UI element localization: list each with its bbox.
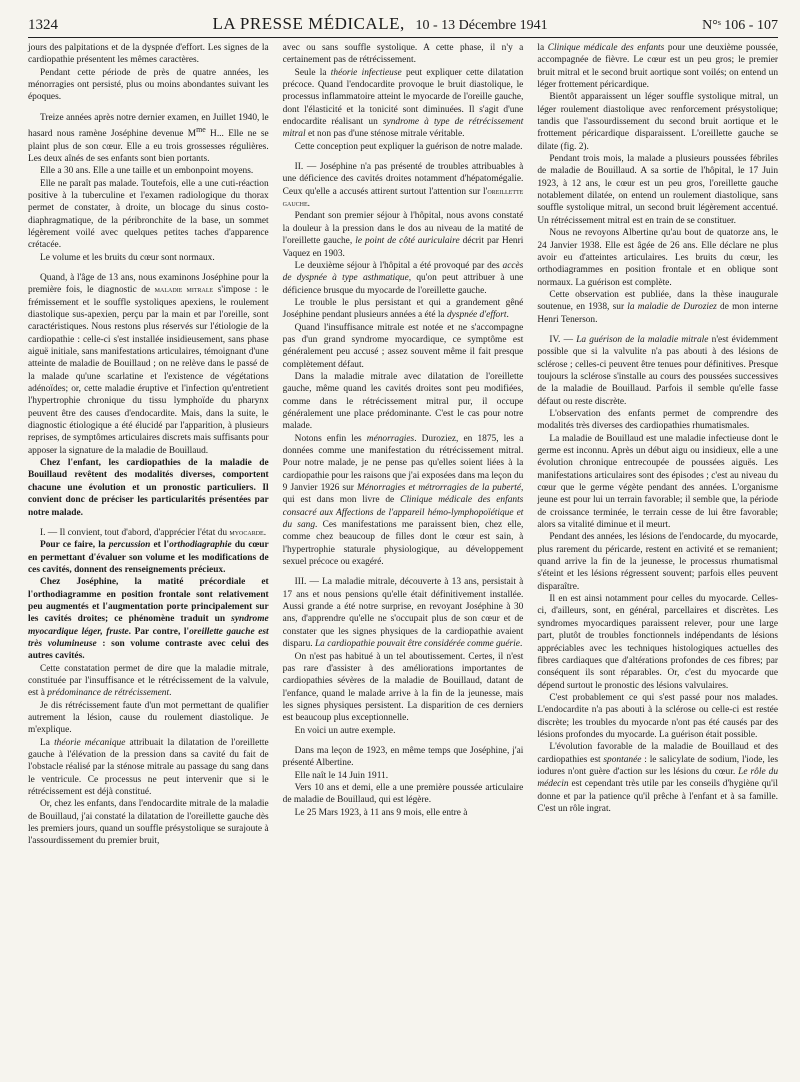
journal-name: LA PRESSE MÉDICALE, xyxy=(212,14,405,33)
paragraph: Pour ce faire, la percussion et l'orthodiagraphie du cœur en permettant d'évaluer son volume et les modifications de ces cavités, donnent des renseignements précieux. xyxy=(28,540,269,575)
paragraph: Pendant des années, les lésions de l'endocarde, du myocarde, plus rarement du péricarde, restent en activité et se remanient; quand arrive la fin de la jeunesse, le processus rhumatismal s'éteint et les lésions régressent souvent; parfois elles peuvent disparaître. xyxy=(537,532,779,592)
paragraph: Bientôt apparaissent un léger souffle systolique mitral, un léger roulement diastolique avec renforcement présystolique; tandis que l'assourdissement du second bruit aortique et le frottement péricardique disparaissent. L'oreillette gauche se dilate (fig. 2). xyxy=(537,92,779,152)
paragraph: II. — Joséphine n'a pas présenté de troubles attribuables à une déficience des cavités droites notamment d'hépatomégalie. Ceux qu'elle a accusés attirent surtout l'attention sur l'oreillette gauche. xyxy=(282,162,524,210)
paragraph: L'observation des enfants permet de comprendre des modalités très diverses des cardiopathies rhumatismales. xyxy=(537,408,779,432)
column-3 xyxy=(537,42,778,848)
paragraph: Elle ne paraît pas malade. Toutefois, elle a une cuti-réaction positive à la tuberculine et l'examen radiologique du thorax permet de constater, à droite, un blocage du sinus costo-diaphragmatique, de la péribronchite de la base, un sommet légèrement voilé avec quelques petites taches d'apparence crétacée. xyxy=(28,178,269,251)
paragraph: Cette observation est publiée, dans la thèse inaugurale soutenue, en 1938, sur la maladie de Duroziez de mon interne Henri Tenerson. xyxy=(537,289,779,325)
paragraph: Je dis rétrécissement faute d'un mot permettant de qualifier autrement la lésion, cause du roulement diastolique. Je m'explique. xyxy=(28,700,269,736)
paragraph: L'évolution favorable de la maladie de Bouillaud et des cardiopathies est spontanée : le salicylate de sodium, l'iode, les iodures n'ont guère d'action sur les lésions du cœur. Le rôle du médecin est cependant très utile par les conseils d'hygiène qu'il donne et par la patience qu'il prêche à l'enfant et à sa famille. C'est un rôle ingrat. xyxy=(537,742,779,814)
paragraph: Or, chez les enfants, dans l'endocardite mitrale de la maladie de Bouillaud, j'ai constaté la dilatation de l'oreillette gauche dès les premiers jours, quand un souffle présystolique se surajoute à l'assourdissement du premier bruit, xyxy=(28,799,269,847)
paragraph: la Clinique médicale des enfants pour une deuxième poussée, accompagnée de fièvre. Le cœur est un peu gros; le premier bruit mitral et le second bruit aortique sont voilés; on entend un léger frottement péricardique. xyxy=(537,43,779,91)
paragraph: avec ou sans souffle systolique. A cette phase, il n'y a certainement pas de rétrécissement. xyxy=(282,43,524,66)
paragraph: Il en est ainsi notamment pour celles du myocarde. Celles-ci, d'ailleurs, sont, en général, parcellaires et discrètes. Les syndromes myocardiques paraissent relever, pour une large part, plutôt de troubles fonctionnels indépendants de lésions appréciables avec les techniques histologiques actuelles des fibres cardiaques que d'altérations profondes de ces fibres; par conséquent ils sont réparables. Or, c'est du myocarde que dépend surtout le pronostic des lésions valvulaires. xyxy=(537,594,779,691)
paragraph: Pendant cette période de près de quatre années, les ménorragies ont persisté, plus ou moins abondantes suivant les époques. xyxy=(28,67,269,103)
paragraph: Pendant son premier séjour à l'hôpital, nous avons constaté la douleur à la pression dans le dos au niveau de la matité de l'oreillette gauche, le point de côté auriculaire décrit par Henri Vaquez en 1903. xyxy=(282,211,524,259)
paragraph: La maladie de Bouillaud est une maladie infectieuse dont le germe est inconnu. Après un début aigu ou insidieux, elle a une évolution chronique entrecoupée de poussées aiguës. Les manifestations articulaires sont des épisodes ; c'est au niveau du cœur que le germe végète pendant des années. L'organisme jeune est pour lui un terrain favorable; il semble que, la période de croissance terminée, le terrain cesse de lui être favorable; alors sa vitalité diminue et il meurt. xyxy=(537,433,779,531)
column-1 xyxy=(28,42,269,848)
paragraph: Le 25 Mars 1923, à 11 ans 9 mois, elle entre à xyxy=(294,807,468,818)
paragraph: Chez l'enfant, les cardiopathies de la maladie de Bouillaud revêtent des modalités diverses, comportent chacune une évolution et un pronostic particuliers. Il convient donc de préciser les particularités présentées par notre malade. xyxy=(28,458,269,518)
paragraph: Dans la maladie mitrale avec dilatation de l'oreillette gauche, même quand les cavités droites sont peu modifiées, comme dans le rétrécissement mitral pur, il occupe généralement une place prédominante. C'est le cas pour notre malade. xyxy=(282,371,524,432)
paragraph: Dans ma leçon de 1923, en même temps que Joséphine, j'ai présenté Albertine. xyxy=(282,745,524,769)
paragraph: jours des palpitations et de la dyspnée d'effort. Les signes de la cardiopathie présentent les mêmes caractères. xyxy=(28,43,269,66)
paragraph: Quand l'insuffisance mitrale est notée et ne s'accompagne pas d'un grand syndrome myocardique, ce symptôme est généralement peu accusé ; assez souvent même il fait presque complètement défaut. xyxy=(282,322,524,370)
paragraph: Vers 10 ans et demi, elle a une première poussée articulaire de maladie de Bouillaud, qui est légère. xyxy=(282,782,524,806)
paragraph: Elle naît le 14 Juin 1911. xyxy=(294,770,389,781)
paragraph: Chez Joséphine, la matité précordiale et l'orthodiagramme en position frontale sont relativement peu augmentés et l'augmentation porte principalement sur les cavités droites; ce phénomène traduit un syndrome myocardique léger, fruste. Par contre, l'oreillette gauche est très volumineuse : son volume contraste avec celui des autres cavités. xyxy=(28,577,269,662)
paragraph: La théorie mécanique attribuait la dilatation de l'oreillette gauche à l'élévation de la pression dans sa cavité du fait de l'obstacle réalisé par la sténose mitrale au passage du sang dans le ventricule. Ce processus ne peut intervenir que si le rétrécissement est déjà constitué. xyxy=(28,737,269,798)
paragraph: Le trouble le plus persistant et qui a grandement gêné Joséphine pendant plusieurs années a été la dyspnée d'effort. xyxy=(282,297,524,321)
page-header xyxy=(28,14,778,38)
issue-date: 10 - 13 Décembre 1941 xyxy=(415,18,548,33)
paragraph: Cette constatation permet de dire que la maladie mitrale, constituée par l'insuffisance et le rétrécissement de la valvule, est à prédominance de rétrécissement. xyxy=(28,663,269,699)
paragraph: Nous ne revoyons Albertine qu'au bout de quatorze ans, le 24 Janvier 1938. Elle est âgée de 26 ans. Elle déclare ne plus avoir eu d'atteintes articulaires. Les bruits du cœur, les orthodiagrammes en position frontale et en oblique sont normaux. La guérison est complète. xyxy=(537,228,779,288)
paragraph: I. — Il convient, tout d'abord, d'apprécier l'état du myocarde. xyxy=(40,527,267,538)
paragraph: Pendant trois mois, la malade a plusieurs poussées fébriles de maladie de Bouillaud. A sa sortie de l'hôpital, le 17 Juin 1923, à 12 ans, le cœur est un peu gros, l'oreillette gauche notablement dilatée, on entend un roulement diastolique, sans souffle systolique mitral, un second bruit légèrement accentué. Un rétrécissement mitral est en train de se constituer. xyxy=(537,154,779,226)
column-2 xyxy=(283,42,524,848)
paragraph: Quand, à l'âge de 13 ans, nous examinons Joséphine pour la première fois, le diagnostic de maladie mitrale s'impose : le frémissement et le souffle systoliques apexiens, le roulement diastolique sus-apexien, perçu par la main et par l'oreille, sont caractéristiques. Nous restons plus réservés sur l'étiologie de la cardiopathie : celle-ci s'est installée insidieusement, sans phase aiguë initiale, sans manifestations articulaires, témoignant d'une atteinte de maladie de Bouillaud ; on ne relève dans le passé de la malade qu'une scarlatine et l'existence de végétations adénoïdes; or, cette maladie éruptive et l'infection qu'entretient l'hypertrophie chronique du tissu lymphoïde du pharynx peuvent être des causes d'endocardite. Mais, dans la suite, le diagnostic étiologique a été élucidé par l'apparition, à plusieurs reprises, de symptômes articulaires discrets mais suffisants pour apposer la signature de la maladie de Bouillaud. xyxy=(28,272,269,456)
paragraph: III. — La maladie mitrale, découverte à 13 ans, persistait à 17 ans et nous pensions qu'elle était définitivement installée. Aussi grande a été notre surprise, en revoyant Joséphine à 30 ans, d'apprendre qu'elle ne s'occupait plus de son cœur et de constater que les signes physiques de la cardiopathie avaient disparu. La cardiopathie pouvait être considérée comme guérie. xyxy=(282,577,524,650)
paragraph: Le deuxième séjour à l'hôpital a été provoqué par des accès de dyspnée à type asthmatique, qu'on peut attribuer à une déficience brusque du myocarde de l'oreillette gauche. xyxy=(282,260,524,296)
paragraph: Treize années après notre dernier examen, en Juillet 1940, le hasard nous ramène Joséphine devenue $M^{me}$ H... Elle ne se plaint plus de son cœur. Elle a eu trois grossesses régulières. Les deux aînés de ses enfants sont bien portants. xyxy=(28,112,269,164)
paragraph: En voici un autre exemple. xyxy=(294,725,396,736)
paragraph: Notons enfin les ménorragies. Duroziez, en 1875, les a données comme une manifestation du rétrécissement mitral. Pour notre malade, je ne pense pas qu'elles soient liées à la cardiopathie pour les raisons que j'ai exposées dans ma leçon du 9 Janvier 1926 sur Ménorragies et métrorragies de la puberté, qui est dans mon livre de Clinique médicale des enfants consacré aux Affections de l'appareil hémo-lymphopoïétique et du sang. Ces manifestations me paraissent bien, chez elle, comme chez beaucoup de filles dont le cœur est sain, à l'hypertrophie staturale physiologique, au développement sexuel précoce ou exagéré. xyxy=(282,433,524,568)
issue-number: N°ˢ 106 - 107 xyxy=(702,18,778,33)
paragraph: On n'est pas habitué à un tel aboutissement. Certes, il n'est pas rare d'assister à des améliorations importantes de cardiopathies sévères de la maladie de Bouillaud, datant de l'enfance, quand le malade arrive à la fin de la jeunesse, mais les signes physiques persistent. La disparition de ces derniers est beaucoup plus exceptionnelle. xyxy=(282,651,524,724)
paragraph: IV. — La guérison de la maladie mitrale n'est évidemment possible que si la valvulite n'a pas abouti à des lésions de sclérose ; celles-ci peuvent être tenues pour définitives. Presque toujours la sclérose s'installe au cours des poussées successives de la maladie de Bouillaud. Parfois il semble qu'elle fasse défaut ou reste discrète. xyxy=(537,334,779,407)
paragraph: Seule la théorie infectieuse peut expliquer cette dilatation précoce. Quand l'endocardite provoque le bruit diastolique, le processus inflammatoire atteint le myocarde de l'oreille gauche, dont l'élasticité et la tonicité sont diminuées. Il s'agit d'une endocardite réalisant un syndrome à type de rétrécissement mitral et non pas d'une sténose mitrale véritable. xyxy=(282,67,524,140)
paragraph: Cette conception peut expliquer la guérison de notre malade. xyxy=(294,141,523,152)
paragraph: Elle a 30 ans. Elle a une taille et un embonpoint moyens. xyxy=(40,166,254,177)
text-columns xyxy=(28,42,778,848)
paragraph: Le volume et les bruits du cœur sont normaux. xyxy=(40,252,215,263)
page-number: 1324 xyxy=(28,17,58,33)
journal-title xyxy=(212,14,547,34)
paragraph: C'est probablement ce qui s'est passé pour nos malades. L'endocardite n'a pas abouti à la sclérose ou celle-ci est restée discrète; les troubles du myocarde n'ont pas été causés par des lésions profondes du myocarde. La guérison était possible. xyxy=(537,692,779,740)
